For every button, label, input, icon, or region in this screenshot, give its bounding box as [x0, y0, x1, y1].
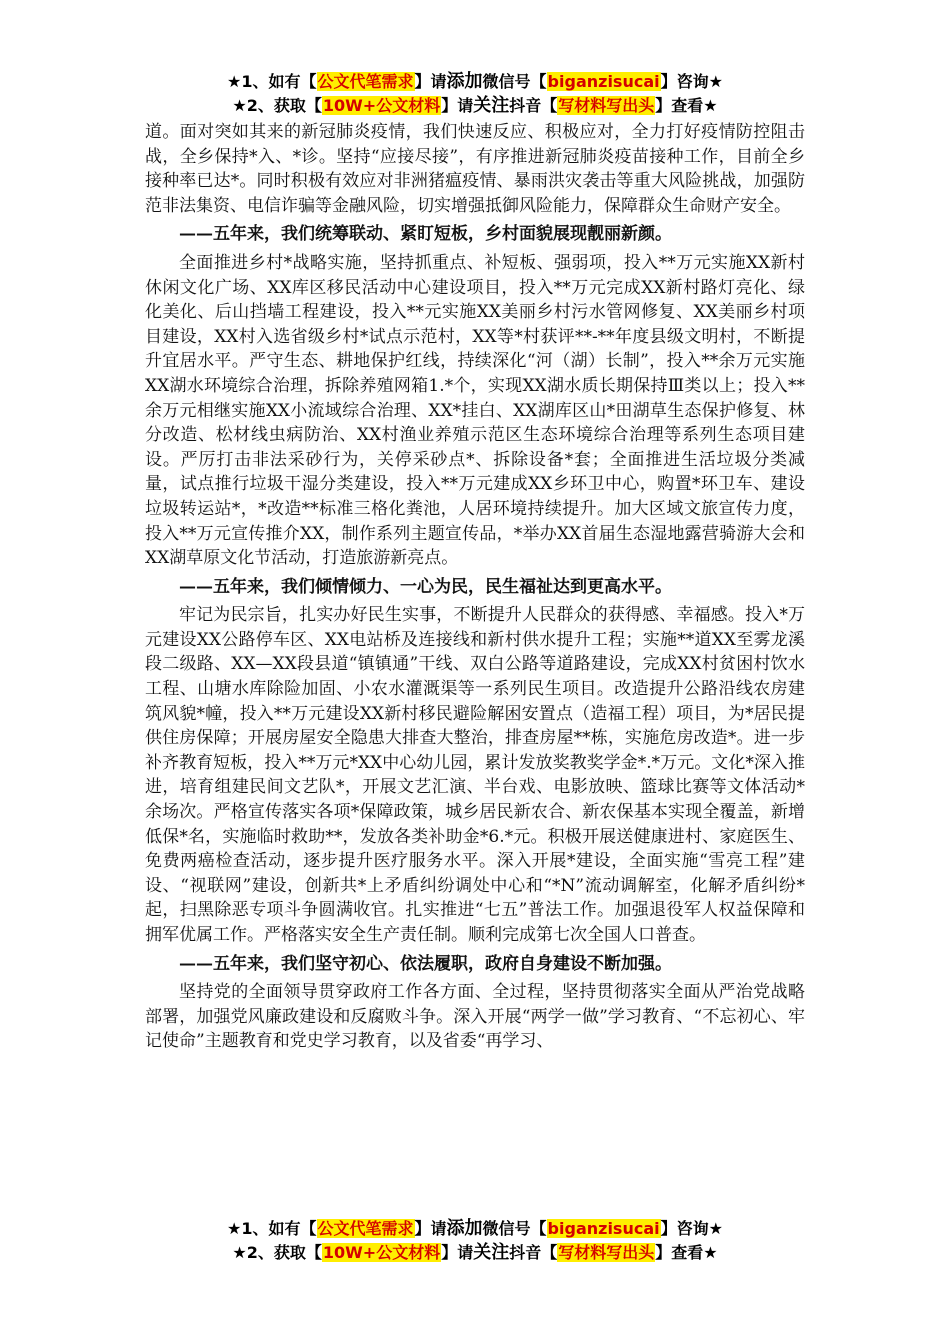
footer-promo-line-1 [0, 1218, 950, 1240]
promo-prefix: ★2、获取【 [232, 96, 322, 115]
section-heading-government: ——五年来，我们坚守初心、依法履职，政府自身建设不断加强。 [179, 953, 672, 974]
promo-emphasis: 添加 [446, 1218, 483, 1239]
promo-wechat-id: biganzisucai [547, 72, 660, 91]
promo-text: 】请 [441, 1243, 474, 1262]
promo-text: 】请 [441, 96, 474, 115]
promo-wechat-id: biganzisucai [547, 1219, 660, 1238]
promo-highlight: 10W+公文材料 [322, 1243, 441, 1262]
paragraph-livelihood: 牢记为民宗旨，扎实办好民生实事，不断提升人民群众的获得感、幸福感。投入*万元建设XX公路停车区、XX电站桥及连接线和新村供水提升工程；实施**道XX至雾龙溪段二级路、XX—XX段县道“镇镇通”干线、双白公路等道路建设，完成XX村贫困村饮水工程、山塘水库除险加固、小农水灌溉渠等一系列民生项目。改造提升公路沿线农房建筑风貌*幢，投入**万元建设XX新村移民避险解困安置点（造福工程）项目，为*居民提供住房保障；开展房屋安全隐患大排查大整治，排查房屋**栋，实施危房改造*。进一步补齐教育短板，投入**万元*XX中心幼儿园，累计发放奖教奖学金*.*万元。文化*深入推进，培育组建民间文艺队*，开展文艺汇演、半台戏、电影放映、篮球比赛等文体活动*余场次。严格宣传落实各项*保障政策，城乡居民新农合、新农保基本实现全覆盖，新增低保*名，实施临时救助**，发放各类补助金*6.*元。积极开展送健康进村、家庭医生、免费两癌检查活动，逐步提升医疗服务水平。深入开展*建设，全面实施“雪亮工程”建设、“视联网”建设，创新共*上矛盾纠纷调处中心和“*N”流动调解室，化解矛盾纠纷*起，扫黑除恶专项斗争圆满收官。扎实推进“七五”普法工作。加强退役军人权益保障和拥军优属工作。严格落实安全生产责任制。顺利完成第七次全国人口普查。 [145, 605, 805, 945]
promo-prefix: ★2、获取【 [232, 1243, 322, 1262]
promo-douyin-id: 写材料写出头 [558, 96, 655, 115]
promo-highlight: 公文代笔需求 [317, 1219, 414, 1238]
promo-emphasis: 关注 [473, 1242, 510, 1263]
promo-text: 微信号【 [482, 1219, 547, 1238]
footer-promo-line-2 [0, 1242, 950, 1264]
promo-text: 抖音【 [509, 1243, 558, 1262]
promo-text: 】请 [414, 72, 447, 91]
promo-highlight: 10W+公文材料 [322, 96, 441, 115]
promo-emphasis: 添加 [446, 71, 483, 92]
promo-highlight: 公文代笔需求 [317, 72, 414, 91]
promo-suffix: 】咨询★ [660, 72, 723, 91]
promo-suffix: 】咨询★ [660, 1219, 723, 1238]
paragraph-rural: 全面推进乡村*战略实施，坚持抓重点、补短板、强弱项，投入**万元实施XX新村休闲文化广场、XX库区移民活动中心建设项目，投入**万元完成XX新村路灯亮化、绿化美化、后山挡墙工程建设，投入**元实施XX美丽乡村污水管网修复、XX美丽乡村项目建设，XX村入选省级乡村*试点示范村，XX等*村获评**-**年度县级文明村，不断提升宜居水平。严守生态、耕地保护红线，持续深化“河（湖）长制”，投入**余万元实施XX湖水环境综合治理，拆除养殖网箱1.*个，实现XX湖水质长期保持Ⅲ类以上；投入**余万元相继实施XX小流域综合治理、XX*挂白、XX湖库区山*田湖草生态保护修复、林分改造、松材线虫病防治、XX村渔业养殖示范区生态环境综合治理等系列生态项目建设。严厉打击非法采砂行为，关停采砂点*、拆除设备*套；全面推进生活垃圾分类减量，试点推行垃圾干湿分类建设，投入**万元建成XX乡环卫中心，购置*环卫车、建设垃圾转运站*，*改造**标准三格化粪池，人居环境持续提升。加大区域文旅宣传力度，投入**万元宣传推介XX，制作系列主题宣传品，*举办XX首届生态湿地露营骑游大会和XX湖草原文化节活动，打造旅游新亮点。 [145, 252, 805, 569]
promo-douyin-id: 写材料写出头 [558, 1243, 655, 1262]
promo-emphasis: 关注 [473, 95, 510, 116]
promo-prefix: ★1、如有【 [227, 72, 317, 91]
document-body [145, 120, 805, 1054]
section-heading-rural: ——五年来，我们统筹联动、紧盯短板，乡村面貌展现靓丽新颜。 [179, 224, 672, 245]
header-promo-line-2 [0, 95, 950, 117]
promo-text: 微信号【 [482, 72, 547, 91]
paragraph-continued: 道。面对突如其来的新冠肺炎疫情，我们快速反应、积极应对，全力打好疫情防控阻击战，全乡保持*入、*诊。坚持“应接尽接”，有序推进新冠肺炎疫苗接种工作，目前全乡接种率已达*。同时积极有效应对非洲猪瘟疫情、暴雨洪灾袭击等重大风险挑战，加强防范非法集资、电信诈骗等金融风险，切实增强抵御风险能力，保障群众生命财产安全。 [145, 122, 805, 216]
promo-suffix: 】查看★ [655, 1243, 718, 1262]
section-heading-livelihood: ——五年来，我们倾情倾力、一心为民，民生福祉达到更高水平。 [179, 576, 672, 597]
promo-text: 抖音【 [509, 96, 558, 115]
promo-suffix: 】查看★ [655, 96, 718, 115]
paragraph-government: 坚持党的全面领导贯穿政府工作各方面、全过程，坚持贯彻落实全面从严治党战略部署，加强党风廉政建设和反腐败斗争。深入开展“两学一做”学习教育、“不忘初心、牢记使命”主题教育和党史学习教育，以及省委“再学习、 [145, 982, 805, 1052]
promo-text: 】请 [414, 1219, 447, 1238]
promo-prefix: ★1、如有【 [227, 1219, 317, 1238]
header-promo-line-1 [0, 71, 950, 93]
